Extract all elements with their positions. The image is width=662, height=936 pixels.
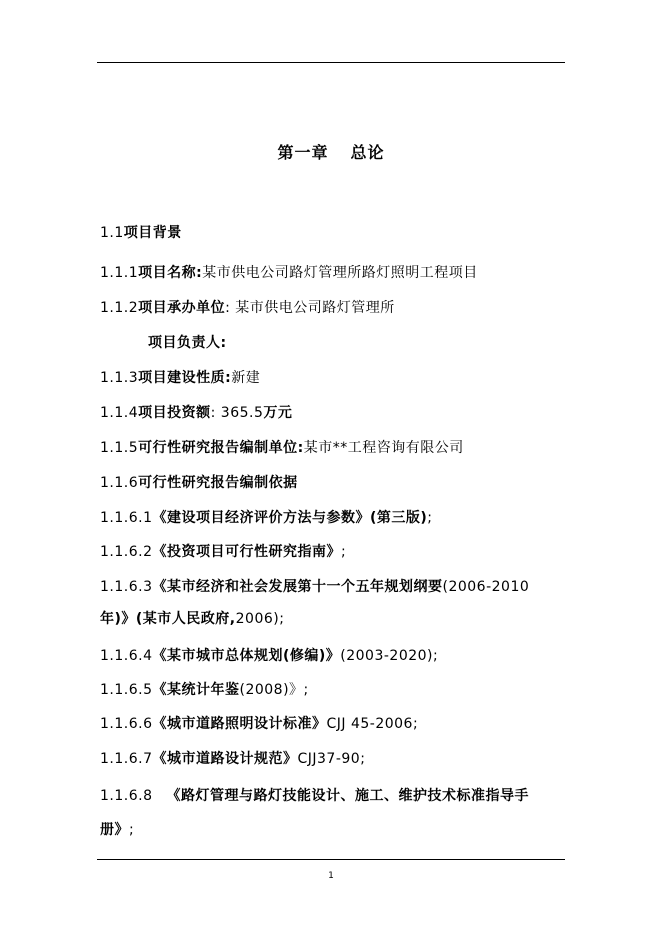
project-lead: 项目负责人: <box>148 335 227 351</box>
chapter-name: 总论 <box>350 143 385 162</box>
section-1-1-2: 1.1.2项目承办单位: 某市供电公司路灯管理所 <box>100 300 395 316</box>
reference-item-continued: 年)》(某市人民政府,2006); <box>100 611 285 627</box>
reference-item: 1.1.6.4《某市城市总体规划(修编)》(2003-2020); <box>100 648 439 664</box>
section-1-1-6: 1.1.6可行性研究报告编制依据 <box>100 475 298 491</box>
reference-item: 1.1.6.6《城市道路照明设计标准》CJJ 45-2006; <box>100 716 419 732</box>
reference-item: 1.1.6.7《城市道路设计规范》CJJ37-90; <box>100 751 366 767</box>
page-number: 1 <box>328 871 334 881</box>
chapter-title <box>0 140 662 163</box>
reference-item: 1.1.6.3《某市经济和社会发展第十一个五年规划纲要(2006-2010 <box>100 579 530 595</box>
reference-item: 1.1.6.1《建设项目经济评价方法与参数》(第三版); <box>100 510 433 526</box>
section-1-1: 1.1项目背景 <box>100 225 182 241</box>
footer-rule <box>97 859 565 860</box>
reference-item: 1.1.6.8 《路灯管理与路灯技能设计、施工、维护技术标准指导手 <box>100 788 529 804</box>
reference-item-continued: 册》; <box>100 822 135 838</box>
chapter-number: 第一章 <box>277 143 329 162</box>
reference-item: 1.1.6.2《投资项目可行性研究指南》; <box>100 544 347 560</box>
section-1-1-3: 1.1.3项目建设性质:新建 <box>100 370 261 386</box>
header-rule <box>97 62 565 63</box>
section-1-1-5: 1.1.5可行性研究报告编制单位:某市**工程咨询有限公司 <box>100 440 464 456</box>
section-1-1-4: 1.1.4项目投资额: 365.5万元 <box>100 405 293 421</box>
section-1-1-1: 1.1.1项目名称:某市供电公司路灯管理所路灯照明工程项目 <box>100 265 478 281</box>
reference-item: 1.1.6.5《某统计年鉴(2008)》; <box>100 682 309 698</box>
